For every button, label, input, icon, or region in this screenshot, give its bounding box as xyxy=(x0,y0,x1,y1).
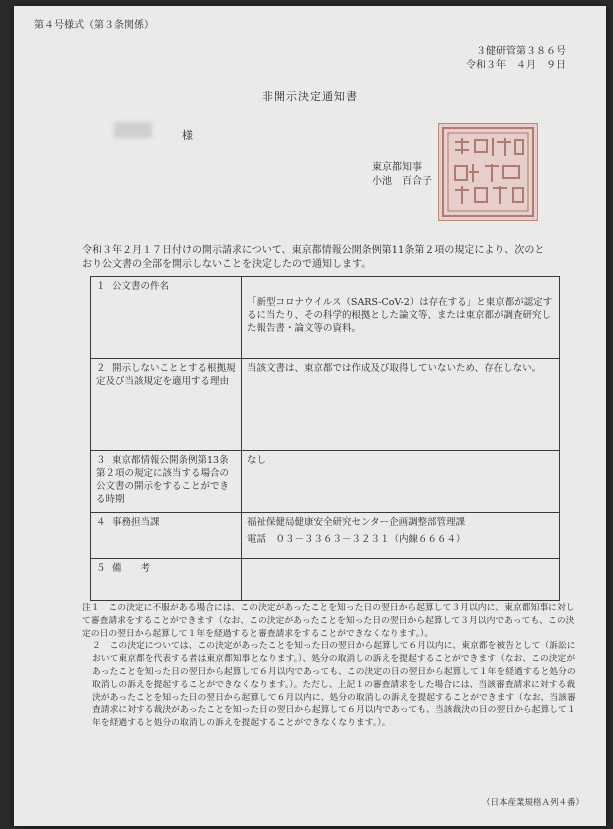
reference-number: ３健研管第３８６号 xyxy=(476,46,566,57)
table-row xyxy=(91,559,560,601)
intro-paragraph: 令和３年２月１７日付けの開示請求について、東京都情報公開条例第11条第２項の規定により、次のとおり公文書の全部を開示しないことを決定したので通知します。 xyxy=(82,245,545,270)
row-label: ３ 東京都情報公開条例第13条第２項の規定に該当する場合の公文書の開示をすることができる時期 xyxy=(91,451,242,513)
form-label: 第４号様式（第３条関係） xyxy=(34,20,154,31)
table-row xyxy=(91,277,560,359)
row-value: 当該文書は、東京都では作成及び取得していないため、存在しない。 xyxy=(242,359,560,451)
row-label: ５ 備 考 xyxy=(91,559,242,601)
note-2: ２ この決定については、この決定があったことを知った日の翌日から起算して６月以内に、東京都を被告として（訴訟において東京都を代表する者は東京都知事となります。）、処分の取消しの訴えを提起することができます（なお、この決定があったことを知った日の翌日から起算して６月以内であっても、この決定の日の翌日から起算して１年を経過すると処分の取消しの訴えを提起することができなくなります。）。ただし、上記１の審査請求をした場合には、当該審査請求に対する裁決があったことを知った日の翌日から起算して６月以内に、処分の取消しの訴えを提起することができます（なお、当該審査請求に対する裁決があったことを知った日の翌日から起算して６月以内であっても、当該裁決の日の翌日から起算して１年を経過すると処分の取消しの訴えを提起することができなくなります。）。 xyxy=(92,641,576,729)
row-value: 「新型コロナウイルス（SARS-CoV-2）は存在する」と東京都が認定するに当たり、その科学的根拠とした論文等、または東京都が調査研究した報告書・論文等の資料。 xyxy=(242,277,560,359)
seal-stamp-graphic xyxy=(439,124,537,220)
recipient-name-redacted xyxy=(114,122,152,138)
row-label: ４ 事務担当課 xyxy=(91,513,242,559)
table-row xyxy=(91,451,560,513)
decision-table xyxy=(90,276,560,601)
reference-date: 令和３年 ４月 ９日 xyxy=(466,60,566,71)
notes-section xyxy=(82,602,578,730)
contact-phone: 電話 ０３－３３６３－３２３１（内線６６６４） xyxy=(247,534,466,545)
row-value: 福祉保健局健康安全研究センター企画調整部管理課 電話 ０３－３３６３－３２３１（内線６６６４） xyxy=(242,513,560,559)
issuer-title: 東京都知事 xyxy=(372,162,422,173)
issuer-name: 小池 百合子 xyxy=(372,176,432,187)
paper-size-footer: （日本産業規格Ａ列４番） xyxy=(481,798,584,808)
note-1: 注１ この決定に不服がある場合には、この決定があったことを知った日の翌日から起算して３月以内に、東京都知事に対して審査請求をすることができます（なお、この決定があったことを知った日の翌日から起算して３月以内であっても、この決定の日の翌日から起算して１年を経過すると審査請求をすることができなくなります。）。 xyxy=(82,603,575,639)
row-value xyxy=(242,559,560,601)
document-title: 非開示決定通知書 xyxy=(262,90,358,103)
document-page xyxy=(14,6,606,826)
recipient-honorific: 様 xyxy=(182,129,193,142)
table-row xyxy=(91,359,560,451)
row-label: ２ 開示しないこととする根拠規定及び当該規定を適用する理由 xyxy=(91,359,242,451)
row-value: なし xyxy=(242,451,560,513)
official-seal-stamp xyxy=(438,123,538,221)
row-label: １ 公文書の件名 xyxy=(91,277,242,359)
table-row xyxy=(91,513,560,559)
